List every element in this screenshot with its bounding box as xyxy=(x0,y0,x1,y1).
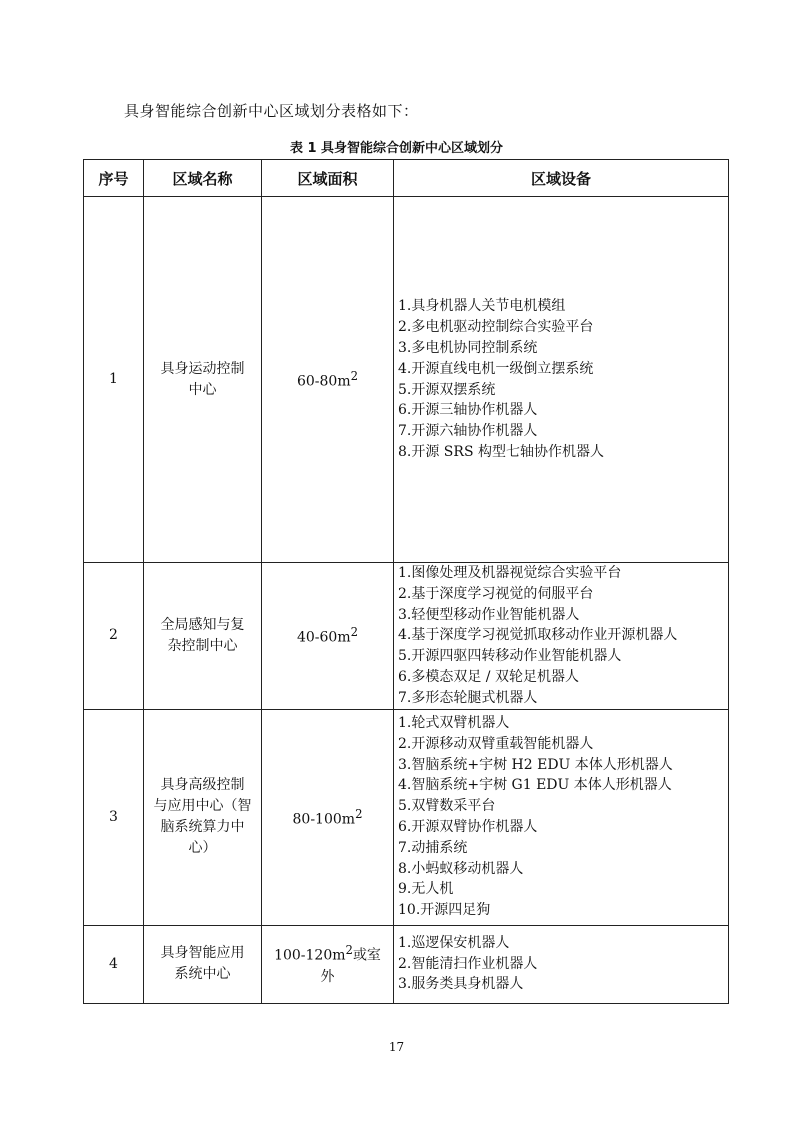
area-unit-exponent: 2 xyxy=(345,943,353,958)
equipment-item: 6.多模态双足 / 双轮足机器人 xyxy=(398,668,579,685)
equipment-item: 6.开源双臂协作机器人 xyxy=(398,819,538,836)
equipment-item: 7.多形态轮腿式机器人 xyxy=(398,689,538,706)
equipment-item: 8.小蚂蚁移动机器人 xyxy=(398,860,524,877)
area-value: 40-60m xyxy=(296,630,351,647)
area-unit-exponent: 2 xyxy=(355,806,363,821)
header-equipment: 区域设备 xyxy=(394,160,729,197)
header-area: 区域面积 xyxy=(262,160,394,197)
zone-name xyxy=(144,925,262,1003)
zone-area xyxy=(262,709,394,925)
row-index: 2 xyxy=(84,563,144,710)
table-row xyxy=(84,925,729,1003)
equipment-item: 3.服务类具身机器人 xyxy=(398,976,524,993)
area-value: 80-100m xyxy=(292,811,356,828)
zone-area xyxy=(262,925,394,1003)
zone-name-line: 具身智能应用 xyxy=(160,945,245,962)
zone-name-line: 杂控制中心 xyxy=(167,637,238,654)
equipment-item: 1.巡逻保安机器人 xyxy=(398,934,510,951)
zone-name-line: 心） xyxy=(188,840,217,857)
equipment-item: 9.无人机 xyxy=(398,881,454,898)
zone-area xyxy=(262,197,394,563)
zone-name-line: 与应用中心（智 xyxy=(153,798,252,815)
equipment-list xyxy=(394,709,729,925)
zone-name xyxy=(144,563,262,710)
zone-name-line: 具身高级控制 xyxy=(160,777,245,794)
zone-name-line: 系统中心 xyxy=(174,966,231,983)
equipment-item: 4.基于深度学习视觉抓取移动作业开源机器人 xyxy=(398,627,678,644)
equipment-item: 1.图像处理及机器视觉综合实验平台 xyxy=(398,565,622,581)
zone-area xyxy=(262,563,394,710)
equipment-list xyxy=(394,563,729,710)
equipment-item: 2.基于深度学习视觉的伺服平台 xyxy=(398,585,594,602)
equipment-item: 4.开源直线电机一级倒立摆系统 xyxy=(398,360,594,377)
equipment-item: 2.多电机驱动控制综合实验平台 xyxy=(398,319,594,336)
area-suffix-line2: 外 xyxy=(320,968,335,985)
row-index: 4 xyxy=(84,925,144,1003)
equipment-item: 2.开源移动双臂重载智能机器人 xyxy=(398,735,594,752)
area-suffix: 或室 xyxy=(352,947,381,964)
equipment-item: 1.轮式双臂机器人 xyxy=(398,715,510,732)
area-value: 60-80m xyxy=(296,373,351,390)
page-number: 17 xyxy=(388,1040,405,1054)
equipment-item: 3.多电机协同控制系统 xyxy=(398,339,538,356)
table-row xyxy=(84,197,729,563)
equipment-item: 3.智脑系统+宇树 H2 EDU 本体人形机器人 xyxy=(398,756,673,773)
equipment-item: 5.双臂数采平台 xyxy=(398,798,496,815)
header-index: 序号 xyxy=(84,160,144,197)
area-unit-exponent: 2 xyxy=(350,625,359,640)
table-header-row xyxy=(84,160,729,197)
zone-name-line: 具身运动控制 xyxy=(160,360,245,377)
equipment-item: 6.开源三轴协作机器人 xyxy=(398,402,538,419)
row-index: 1 xyxy=(84,197,144,563)
equipment-item: 10.开源四足狗 xyxy=(398,902,491,919)
zone-name-line: 脑系统算力中 xyxy=(160,819,245,836)
equipment-item: 4.智脑系统+宇树 G1 EDU 本体人形机器人 xyxy=(398,777,672,794)
area-value: 100-120m xyxy=(274,947,346,964)
table-row xyxy=(84,709,729,925)
row-index: 3 xyxy=(84,709,144,925)
equipment-list xyxy=(394,197,729,563)
equipment-item: 1.具身机器人关节电机模组 xyxy=(398,298,566,315)
zone-name xyxy=(144,709,262,925)
zone-name-line: 全局感知与复 xyxy=(160,616,245,633)
zone-table xyxy=(83,159,729,1004)
equipment-item: 8.开源 SRS 构型七轴协作机器人 xyxy=(398,443,604,460)
equipment-item: 2.智能清扫作业机器人 xyxy=(398,955,538,972)
intro-text: 具身智能综合创新中心区域划分表格如下： xyxy=(124,102,419,120)
equipment-item: 5.开源双摆系统 xyxy=(398,381,496,398)
zone-name-line: 中心 xyxy=(188,381,217,398)
table-caption: 表 1 具身智能综合创新中心区域划分 xyxy=(289,141,504,156)
zone-name xyxy=(144,197,262,563)
equipment-list xyxy=(394,925,729,1003)
area-unit-exponent: 2 xyxy=(350,369,359,384)
equipment-item: 3.轻便型移动作业智能机器人 xyxy=(398,606,580,623)
table-row xyxy=(84,563,729,710)
header-name: 区域名称 xyxy=(144,160,262,197)
equipment-item: 7.开源六轴协作机器人 xyxy=(398,423,538,440)
equipment-item: 7.动捕系统 xyxy=(398,839,468,856)
equipment-item: 5.开源四驱四转移动作业智能机器人 xyxy=(398,648,622,665)
